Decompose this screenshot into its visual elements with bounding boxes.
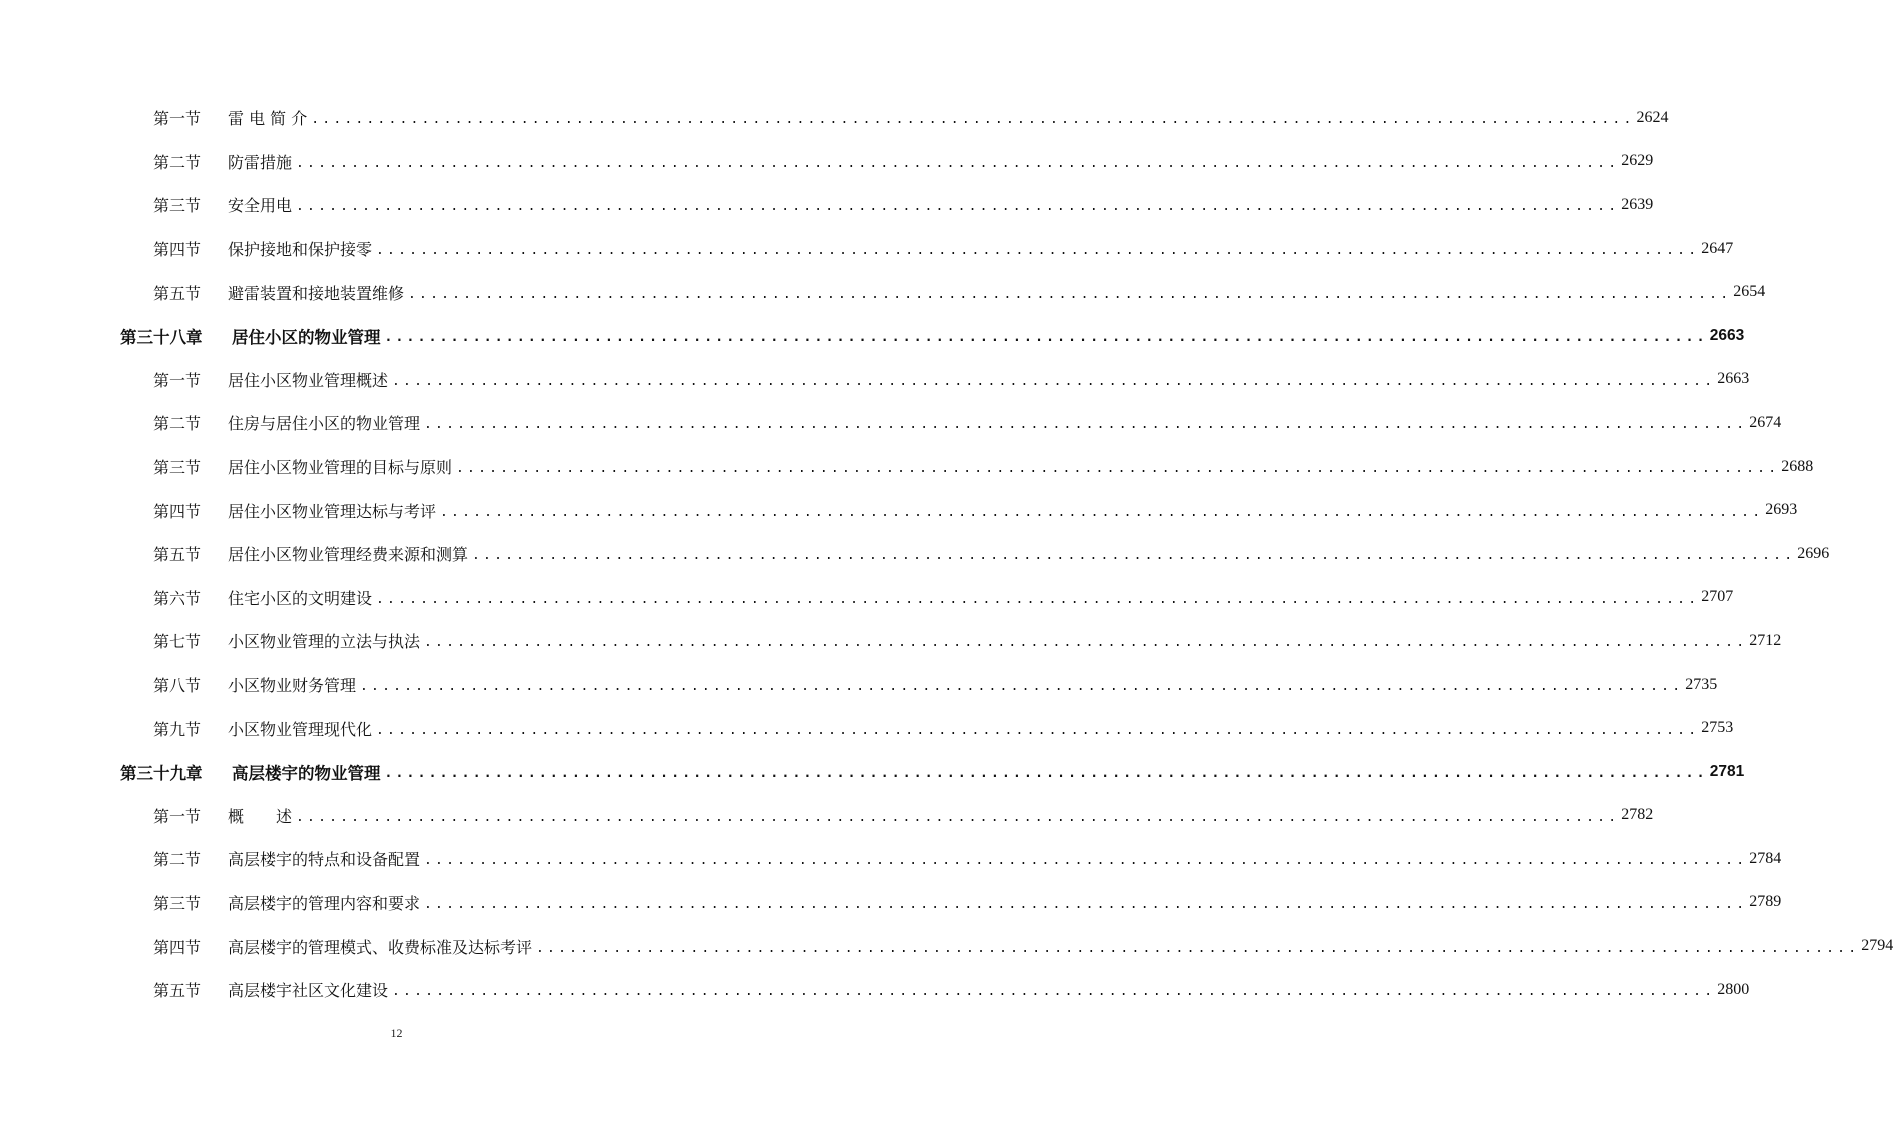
toc-leader-dots: ........................................................................................................................ — [392, 373, 1716, 389]
toc-leader-dots: ........................................................................................................................ — [424, 417, 1748, 433]
toc-section-entry[interactable] — [0, 96, 1669, 140]
toc-section-entry[interactable] — [0, 794, 1654, 838]
toc-entry-title: 保护接地和保护接零 — [228, 240, 373, 260]
toc-section-entry[interactable] — [0, 968, 1750, 1012]
toc-entry-label: 第二节 — [153, 850, 202, 870]
toc-entry-label: 第七节 — [153, 632, 202, 652]
toc-entry-label: 第四节 — [153, 240, 202, 260]
toc-leader-dots: ........................................................................................................................ — [296, 809, 1620, 825]
toc-entry-page: 2663 — [1717, 370, 1750, 388]
toc-leader-dots: ........................................................................................................................ — [311, 112, 1635, 128]
toc-entry-title: 避雷装置和接地装置维修 — [228, 283, 405, 303]
toc-entry-page: 2624 — [1636, 108, 1669, 126]
toc-entry-page: 2674 — [1749, 413, 1782, 431]
toc-leader-dots: ........................................................................................................................ — [440, 504, 1764, 520]
toc-entry-label: 第一节 — [153, 109, 202, 129]
toc-entry-title: 住宅小区的文明建设 — [228, 588, 373, 608]
toc-entry-page: 2782 — [1621, 806, 1654, 824]
toc-section-entry[interactable] — [0, 401, 1782, 445]
toc-entry-label: 第四节 — [153, 501, 202, 521]
toc-entry-title: 高层楼宇的管理内容和要求 — [228, 893, 421, 913]
toc-entry-page: 2663 — [1709, 326, 1745, 344]
toc-leader-dots: ........................................................................................................................ — [376, 722, 1700, 738]
toc-entry-page: 2735 — [1685, 675, 1718, 693]
toc-section-entry[interactable] — [0, 183, 1654, 227]
toc-entry-title: 居住小区物业管理达标与考评 — [228, 501, 437, 521]
toc-leader-dots: ........................................................................................................................ — [456, 461, 1780, 477]
toc-entry-label: 第二节 — [153, 414, 202, 434]
toc-entry-title: 安全用电 — [228, 196, 293, 216]
toc-entry-title: 防雷措施 — [228, 152, 293, 172]
toc-entry-page: 2639 — [1621, 195, 1654, 213]
toc-section-entry[interactable] — [0, 270, 1766, 314]
toc-section-entry[interactable] — [0, 488, 1798, 532]
toc-entry-label: 第五节 — [153, 981, 202, 1001]
page-number: 12 — [390, 1026, 403, 1040]
toc-entry-page: 2696 — [1797, 544, 1830, 562]
toc-section-entry[interactable] — [0, 881, 1782, 925]
toc-entry-title: 居住小区物业管理的目标与原则 — [228, 458, 453, 478]
toc-chapter-entry[interactable] — [0, 314, 1745, 358]
toc-leader-dots: ........................................................................................................................ — [296, 199, 1620, 215]
toc-section-entry[interactable] — [0, 532, 1830, 576]
toc-entry-title: 概 述 — [228, 806, 293, 826]
toc-entry-page: 2800 — [1717, 980, 1750, 998]
table-of-contents — [0, 96, 1893, 1011]
toc-entry-label: 第一节 — [153, 806, 202, 826]
toc-entry-page: 2781 — [1709, 762, 1745, 780]
toc-entry-page: 2707 — [1701, 588, 1734, 606]
toc-entry-title: 小区物业财务管理 — [228, 676, 357, 696]
toc-entry-title: 小区物业管理现代化 — [228, 719, 373, 739]
toc-section-entry[interactable] — [0, 619, 1782, 663]
toc-entry-label: 第五节 — [153, 283, 202, 303]
toc-entry-title: 居住小区物业管理经费来源和测算 — [228, 545, 469, 565]
toc-leader-dots: ........................................................................................................................ — [296, 155, 1620, 171]
toc-entry-title: 高层楼宇的特点和设备配置 — [228, 850, 421, 870]
toc-entry-page: 2753 — [1701, 719, 1734, 737]
toc-entry-title: 小区物业管理的立法与执法 — [228, 632, 421, 652]
toc-entry-page: 2647 — [1701, 239, 1734, 257]
toc-entry-page: 2688 — [1781, 457, 1814, 475]
toc-leader-dots: ........................................................................................................................ — [384, 330, 1708, 346]
toc-entry-label: 第八节 — [153, 676, 202, 696]
toc-entry-title: 住房与居住小区的物业管理 — [228, 414, 421, 434]
toc-entry-label: 第二节 — [153, 152, 202, 172]
toc-entry-label: 第三十九章 — [120, 763, 203, 783]
toc-section-entry[interactable] — [0, 576, 1734, 620]
toc-entry-title: 居住小区的物业管理 — [232, 327, 381, 347]
toc-entry-label: 第三节 — [153, 893, 202, 913]
toc-section-entry[interactable] — [0, 445, 1814, 489]
toc-leader-dots: ........................................................................................................................ — [384, 766, 1708, 782]
toc-entry-label: 第三节 — [153, 196, 202, 216]
toc-leader-dots: ........................................................................................................................ — [424, 635, 1748, 651]
toc-entry-label: 第一节 — [153, 370, 202, 390]
toc-section-entry[interactable] — [0, 227, 1734, 271]
toc-entry-label: 第六节 — [153, 588, 202, 608]
toc-entry-page: 2712 — [1749, 631, 1782, 649]
toc-leader-dots: ........................................................................................................................ — [376, 591, 1700, 607]
toc-entry-page: 2629 — [1621, 152, 1654, 170]
toc-entry-title: 居住小区物业管理概述 — [228, 370, 389, 390]
toc-entry-page: 2789 — [1749, 893, 1782, 911]
toc-leader-dots: ........................................................................................................................ — [424, 853, 1748, 869]
toc-entry-title: 高层楼宇的管理模式、收费标准及达标考评 — [228, 937, 533, 957]
toc-section-entry[interactable] — [0, 140, 1654, 184]
toc-leader-dots: ........................................................................................................................ — [392, 984, 1716, 1000]
toc-entry-title: 雷 电 简 介 — [228, 109, 308, 129]
toc-chapter-entry[interactable] — [0, 750, 1745, 794]
toc-entry-page: 2654 — [1733, 283, 1766, 301]
toc-leader-dots: ........................................................................................................................ — [536, 940, 1860, 956]
toc-section-entry[interactable] — [0, 706, 1734, 750]
toc-section-entry[interactable] — [0, 663, 1718, 707]
toc-entry-label: 第九节 — [153, 719, 202, 739]
toc-entry-label: 第四节 — [153, 937, 202, 957]
toc-section-entry[interactable] — [0, 924, 1893, 968]
toc-leader-dots: ........................................................................................................................ — [376, 243, 1700, 259]
toc-entry-label: 第三十八章 — [120, 327, 203, 347]
toc-entry-page: 2784 — [1749, 849, 1782, 867]
toc-leader-dots: ........................................................................................................................ — [408, 286, 1732, 302]
toc-entry-label: 第三节 — [153, 458, 202, 478]
toc-entry-page: 2794 — [1861, 937, 1893, 955]
toc-entry-label: 第五节 — [153, 545, 202, 565]
toc-leader-dots: ........................................................................................................................ — [424, 896, 1748, 912]
toc-entry-title: 高层楼宇的物业管理 — [232, 763, 381, 783]
toc-leader-dots: ........................................................................................................................ — [360, 679, 1684, 695]
toc-entry-page: 2693 — [1765, 501, 1798, 519]
toc-section-entry[interactable] — [0, 358, 1750, 402]
toc-section-entry[interactable] — [0, 837, 1782, 881]
toc-entry-title: 高层楼宇社区文化建设 — [228, 981, 389, 1001]
toc-leader-dots: ........................................................................................................................ — [472, 548, 1796, 564]
